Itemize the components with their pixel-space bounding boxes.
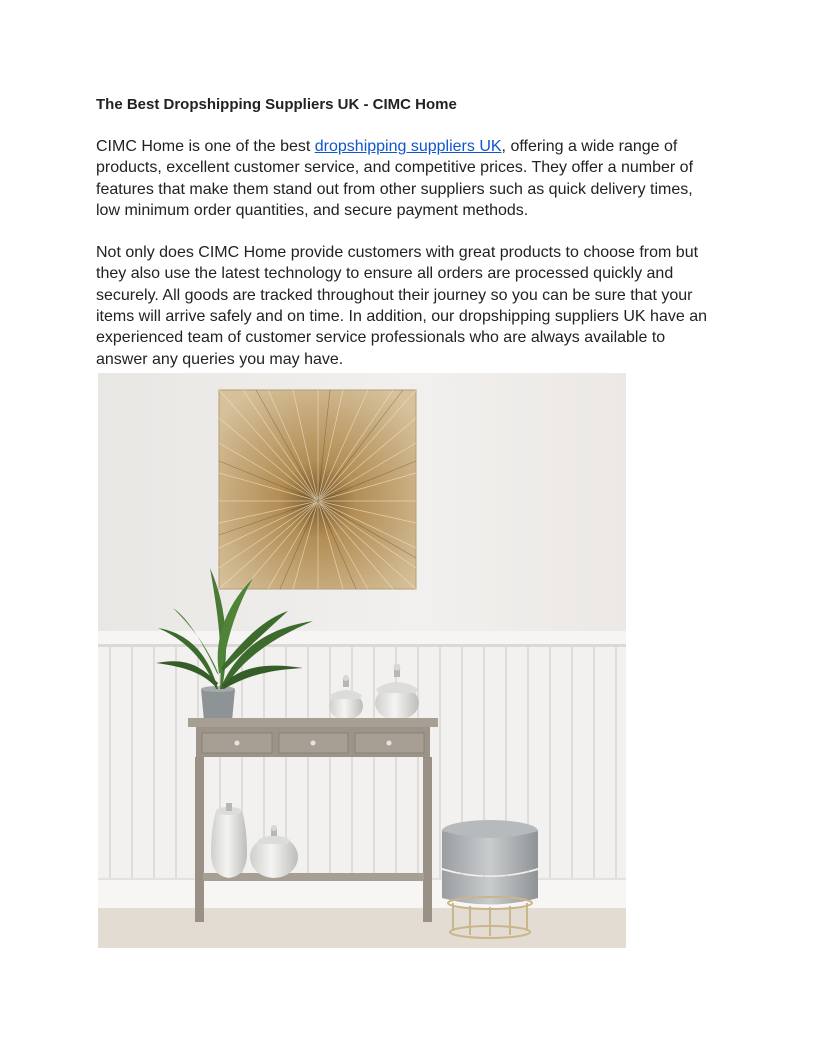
dropshipping-suppliers-link[interactable]: dropshipping suppliers UK (314, 138, 502, 155)
intro-text-after-link: , offering a wide range of products, excellent customer service, and competitive prices. They offer a number of features that make them stand out from other suppliers such as quick delivery times, low minimum order quantities, and secure payment methods. (96, 138, 694, 219)
details-paragraph: Not only does CIMC Home provide customers with great products to choose from but they also use the latest technology to ensure all orders are processed quickly and securely. All goods are tracked throughout their journey so you can be sure that your items will arrive safely and on time. In addition, our dropshipping suppliers UK have an experienced team of customer service professionals who are always available to answer any queries you may have. (96, 244, 707, 368)
page-title: The Best Dropshipping Suppliers UK - CIMC Home (96, 96, 457, 113)
document-body (96, 94, 720, 370)
intro-paragraph (96, 136, 720, 221)
intro-text-before-link: CIMC Home is one of the best (96, 138, 315, 155)
product-photo (98, 373, 626, 948)
